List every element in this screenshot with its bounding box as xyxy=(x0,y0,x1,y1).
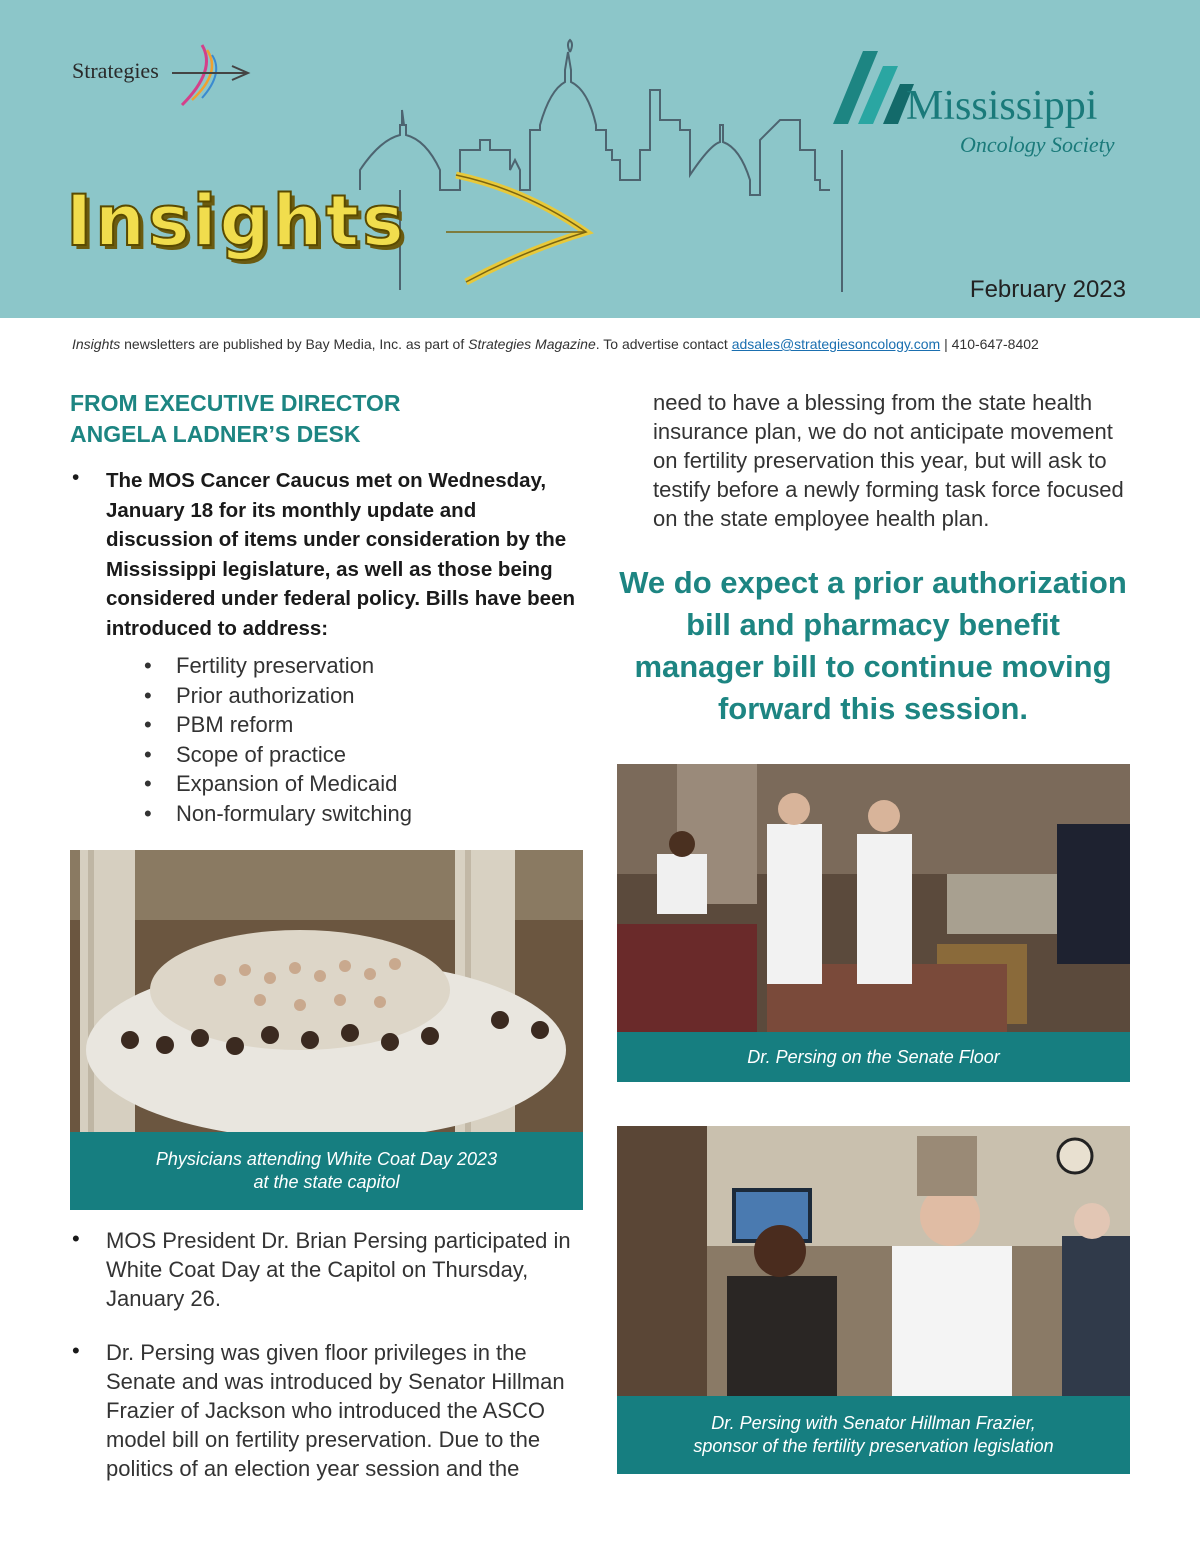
list-item: • Non-formulary switching xyxy=(144,800,412,826)
group-photo-caption xyxy=(70,1132,583,1210)
strategies-logo-text: Strategies xyxy=(72,58,159,83)
caption-line-2: sponsor of the fertility preservation legislation xyxy=(693,1436,1054,1456)
society-subname: Oncology Society xyxy=(960,132,1115,157)
publisher-lead: Insights xyxy=(72,336,121,352)
caption-line-1: Dr. Persing with Senator Hillman Frazier, xyxy=(711,1413,1036,1433)
senate-floor-photo xyxy=(617,764,1130,1032)
publisher-text-2: . To advertise contact xyxy=(595,336,732,352)
caption-line-1: Dr. Persing on the Senate Floor xyxy=(747,1046,1000,1067)
publisher-line xyxy=(72,336,1152,352)
magazine-name: Strategies Magazine xyxy=(468,336,596,352)
caption-line-2: at the state capitol xyxy=(253,1172,400,1192)
bullet-floor-privileges xyxy=(70,1338,590,1483)
bullet-caucus xyxy=(70,466,585,828)
persing-frazier-photo-image xyxy=(617,1126,1130,1396)
society-name: Mississippi xyxy=(906,83,1098,129)
bills-list xyxy=(106,651,585,828)
senate-floor-photo-image xyxy=(617,764,1130,1032)
caption-line-1: Physicians attending White Coat Day 2023 xyxy=(155,1149,498,1169)
insights-logo xyxy=(66,170,596,290)
heading-line-2: ANGELA LADNER’S DESK xyxy=(70,421,361,447)
bullet-dot: • xyxy=(72,466,80,489)
insights-logo-text: Insights xyxy=(66,180,407,262)
list-item: • Prior authorization xyxy=(144,682,355,708)
list-item: • Scope of practice xyxy=(144,741,346,767)
mississippi-oncology-society-logo xyxy=(828,40,1148,170)
pull-quote: We do expect a prior authorization bill and pharmacy benefit manager bill to continue moving forward this session. xyxy=(619,565,1127,726)
senate-floor-caption xyxy=(617,1032,1130,1082)
section-heading xyxy=(70,388,585,450)
left-column xyxy=(70,388,585,828)
persing-frazier-caption xyxy=(617,1396,1130,1474)
persing-frazier-photo xyxy=(617,1126,1130,1396)
list-item: • Expansion of Medicaid xyxy=(144,771,398,796)
list-item: • Fertility preservation xyxy=(144,653,375,678)
bullet-dot: • xyxy=(72,1338,80,1363)
heading-line-1: FROM EXECUTIVE DIRECTOR xyxy=(70,390,401,416)
group-photo-image xyxy=(70,850,583,1132)
caucus-paragraph: The MOS Cancer Caucus met on Wednesday, January 18 for its monthly update and discussion of items under consideration by the Mississippi legislature, as well as those being considered under federal policy. Bills have been introduced to address: xyxy=(106,469,575,640)
floor-privileges-paragraph: Dr. Persing was given floor privileges in the Senate and was introduced by Senator Hillman Frazier of Jackson who introduced the ASCO model bill on fertility preservation. Due to the politics of an election year session and the xyxy=(106,1340,565,1481)
white-coat-day-group-photo xyxy=(70,850,583,1132)
bullet-dot: • xyxy=(72,1226,80,1251)
insights-arrow-icon xyxy=(446,170,596,285)
issue-date: February 2023 xyxy=(969,276,1126,303)
continued-paragraph: need to have a blessing from the state health insurance plan, we do not anticipate movement on fertility preservation this year, but will ask to testify before a newly forming task force focused on the state employee health plan. xyxy=(653,390,1124,531)
strategies-arrow-icon xyxy=(172,40,262,110)
publisher-text-1: newsletters are published by Bay Media, Inc. as part of xyxy=(120,336,469,352)
header-banner xyxy=(0,0,1200,318)
strategies-logo xyxy=(72,40,262,110)
list-item: • PBM reform xyxy=(144,712,294,737)
white-coat-day-paragraph: MOS President Dr. Brian Persing participated in White Coat Day at the Capitol on Thursday, January 26. xyxy=(106,1228,571,1311)
bullet-white-coat-day xyxy=(70,1226,590,1313)
mos-m-icon xyxy=(828,46,918,126)
advertise-email-link[interactable]: adsales@strategiesoncology.com xyxy=(731,336,941,352)
publisher-text-3: | 410-647-8402 xyxy=(940,336,1039,352)
